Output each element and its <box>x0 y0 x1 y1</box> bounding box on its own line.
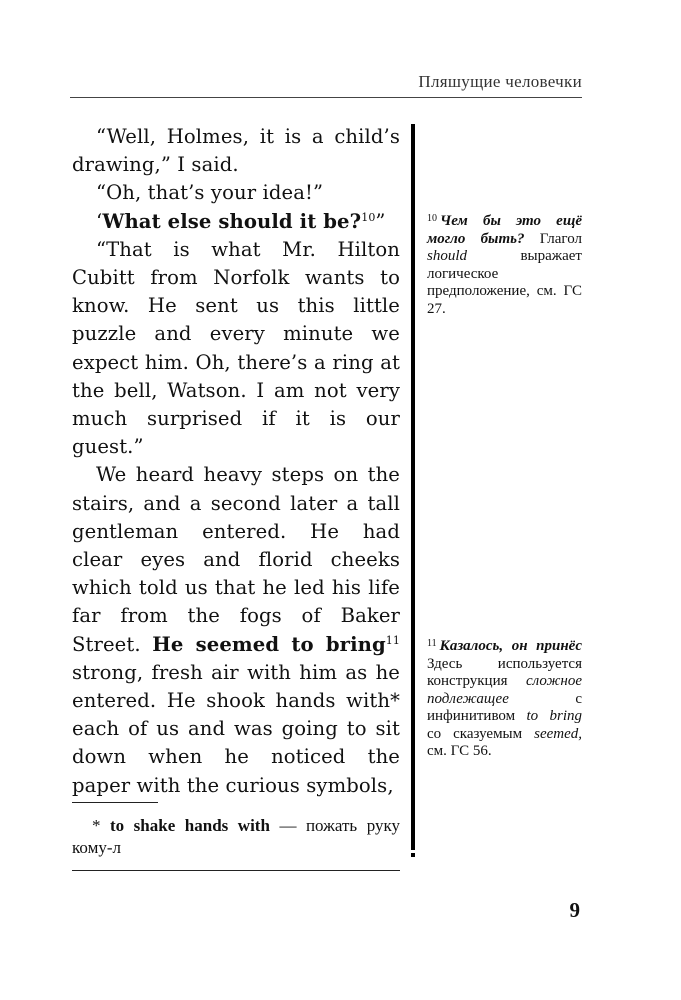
footnote <box>72 815 400 859</box>
header-rule <box>70 97 582 98</box>
margin-bar <box>411 128 415 850</box>
highlighted-phrase: What else should it be? <box>102 209 362 233</box>
sidenote-11: $^{11}$ Казалось, он принёс Здесь используется конструкция сложное подлежащее с инфинитивом to bring со сказуемым seemed, см. ГС 56. <box>427 638 583 759</box>
highlighted-phrase: He seemed to bring <box>152 632 386 656</box>
sidenote-10: $^{10}$ Чем бы это ещё могло быть? Глагол should выражает логическое предположение, см. ГС 27. <box>427 213 582 317</box>
footnote-marker: * <box>92 816 101 835</box>
note-ref-10: 10 <box>361 210 376 224</box>
main-text <box>72 123 400 800</box>
sidenote-number: 11 <box>427 638 437 649</box>
paragraph: ‘What else should it be?$^{10}$” <box>96 209 386 233</box>
footnote-bottom-rule <box>72 870 400 871</box>
note-ref-11: 11 <box>385 633 400 647</box>
sidenote-number: 10 <box>427 213 437 224</box>
footnote-ref: * <box>390 689 400 713</box>
paragraph: “Oh, that’s your idea!” <box>96 181 324 205</box>
paragraph: We heard heavy steps on the stairs, and a second later a tall gentleman entered. He had clear eyes and florid cheeks which told us that he led his life far from the fogs of Baker Street. He seemed to bring$^{11}$ strong, fresh air with him as he entered. He shook hands with* each of us and was going to sit down when he noticed the paper with the curious symbols, <box>72 463 400 797</box>
running-title: Пляшущие человечки <box>418 72 582 91</box>
footnote-term: to shake hands with <box>110 816 270 835</box>
page-number: 9 <box>569 898 580 922</box>
paragraph: “That is what Mr. Hilton Cubitt from Norfolk wants to know. He sent us this little puzzle and every minute we expect him. Oh, there’s a ring at the bell, Watson. I am not very much surprised if it is our guest.” <box>72 237 400 459</box>
footnote-separator <box>72 802 158 803</box>
footnote-definition: — пожать руку кому-л <box>72 816 400 857</box>
sidenote-heading: Чем бы это ещё могло быть? <box>427 213 582 247</box>
paragraph: “Well, Holmes, it is a child’s drawing,” I said. <box>72 125 400 177</box>
sidenote-heading: Казалось, он принёс <box>439 638 582 654</box>
margin-bar-cap-bottom <box>411 853 415 857</box>
